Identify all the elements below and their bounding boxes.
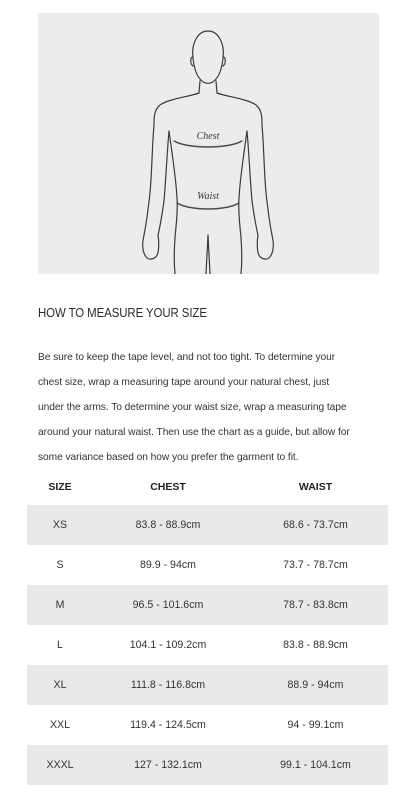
waist-cell: 83.8 - 88.9cm [283, 639, 348, 651]
instruction-line: chest size, wrap a measuring tape around your natural chest, just [38, 377, 330, 388]
chest-cell: 111.8 - 116.8cm [130, 679, 206, 691]
page-heading: HOW TO MEASURE YOUR SIZE [38, 305, 207, 320]
waist-cell: 78.7 - 83.8cm [283, 599, 348, 611]
table-row [27, 745, 388, 785]
size-chart-table [27, 468, 388, 785]
size-cell: S [56, 559, 64, 571]
instruction-line: under the arms. To determine your waist size, wrap a measuring tape [38, 402, 347, 413]
size-cell: XS [52, 519, 68, 531]
size-cell: XXL [49, 719, 71, 731]
table-row [27, 705, 388, 745]
waist-label: Waist [197, 191, 219, 202]
size-cell: L [57, 639, 63, 651]
chest-cell: 89.9 - 94cm [140, 559, 196, 571]
instruction-line: some variance based on how you prefer the garment to fit. [38, 452, 299, 463]
chest-cell: 83.8 - 88.9cm [135, 519, 201, 531]
table-row [27, 585, 388, 625]
table-row [27, 625, 388, 665]
table-row [27, 545, 388, 585]
chest-cell: 119.4 - 124.5cm [130, 719, 206, 731]
measurement-illustration [38, 13, 379, 274]
waist-cell: 68.6 - 73.7cm [283, 519, 348, 531]
chest-cell: 127 - 132.1cm [134, 759, 202, 771]
size-cell: XXXL [46, 759, 74, 771]
waist-cell: 94 - 99.1cm [287, 719, 344, 731]
instruction-line: around your natural waist. Then use the chart as a guide, but allow for [38, 427, 350, 438]
chest-label: Chest [196, 131, 220, 142]
head-outline [193, 31, 224, 83]
body-outline-drawing [38, 13, 379, 274]
size-cell: XL [53, 679, 67, 691]
table-row [27, 665, 388, 705]
right-shoulder [217, 93, 262, 125]
chest-cell: 96.5 - 101.6cm [132, 599, 204, 611]
table-header-row [27, 468, 388, 505]
size-cell: M [55, 599, 65, 611]
waist-cell: 73.7 - 78.7cm [283, 559, 348, 571]
left-shoulder [154, 93, 199, 125]
chest-column-header: CHEST [150, 480, 186, 493]
waist-tape [177, 203, 239, 209]
size-column-header: SIZE [48, 480, 72, 493]
waist-column-header: WAIST [298, 480, 333, 493]
table-row [27, 505, 388, 545]
waist-cell: 99.1 - 104.1cm [280, 759, 351, 771]
chest-cell: 104.1 - 109.2cm [129, 639, 207, 651]
waist-cell: 88.9 - 94cm [287, 679, 344, 691]
measurement-instructions [38, 348, 400, 463]
instruction-line: Be sure to keep the tape level, and not too tight. To determine your [38, 352, 336, 363]
